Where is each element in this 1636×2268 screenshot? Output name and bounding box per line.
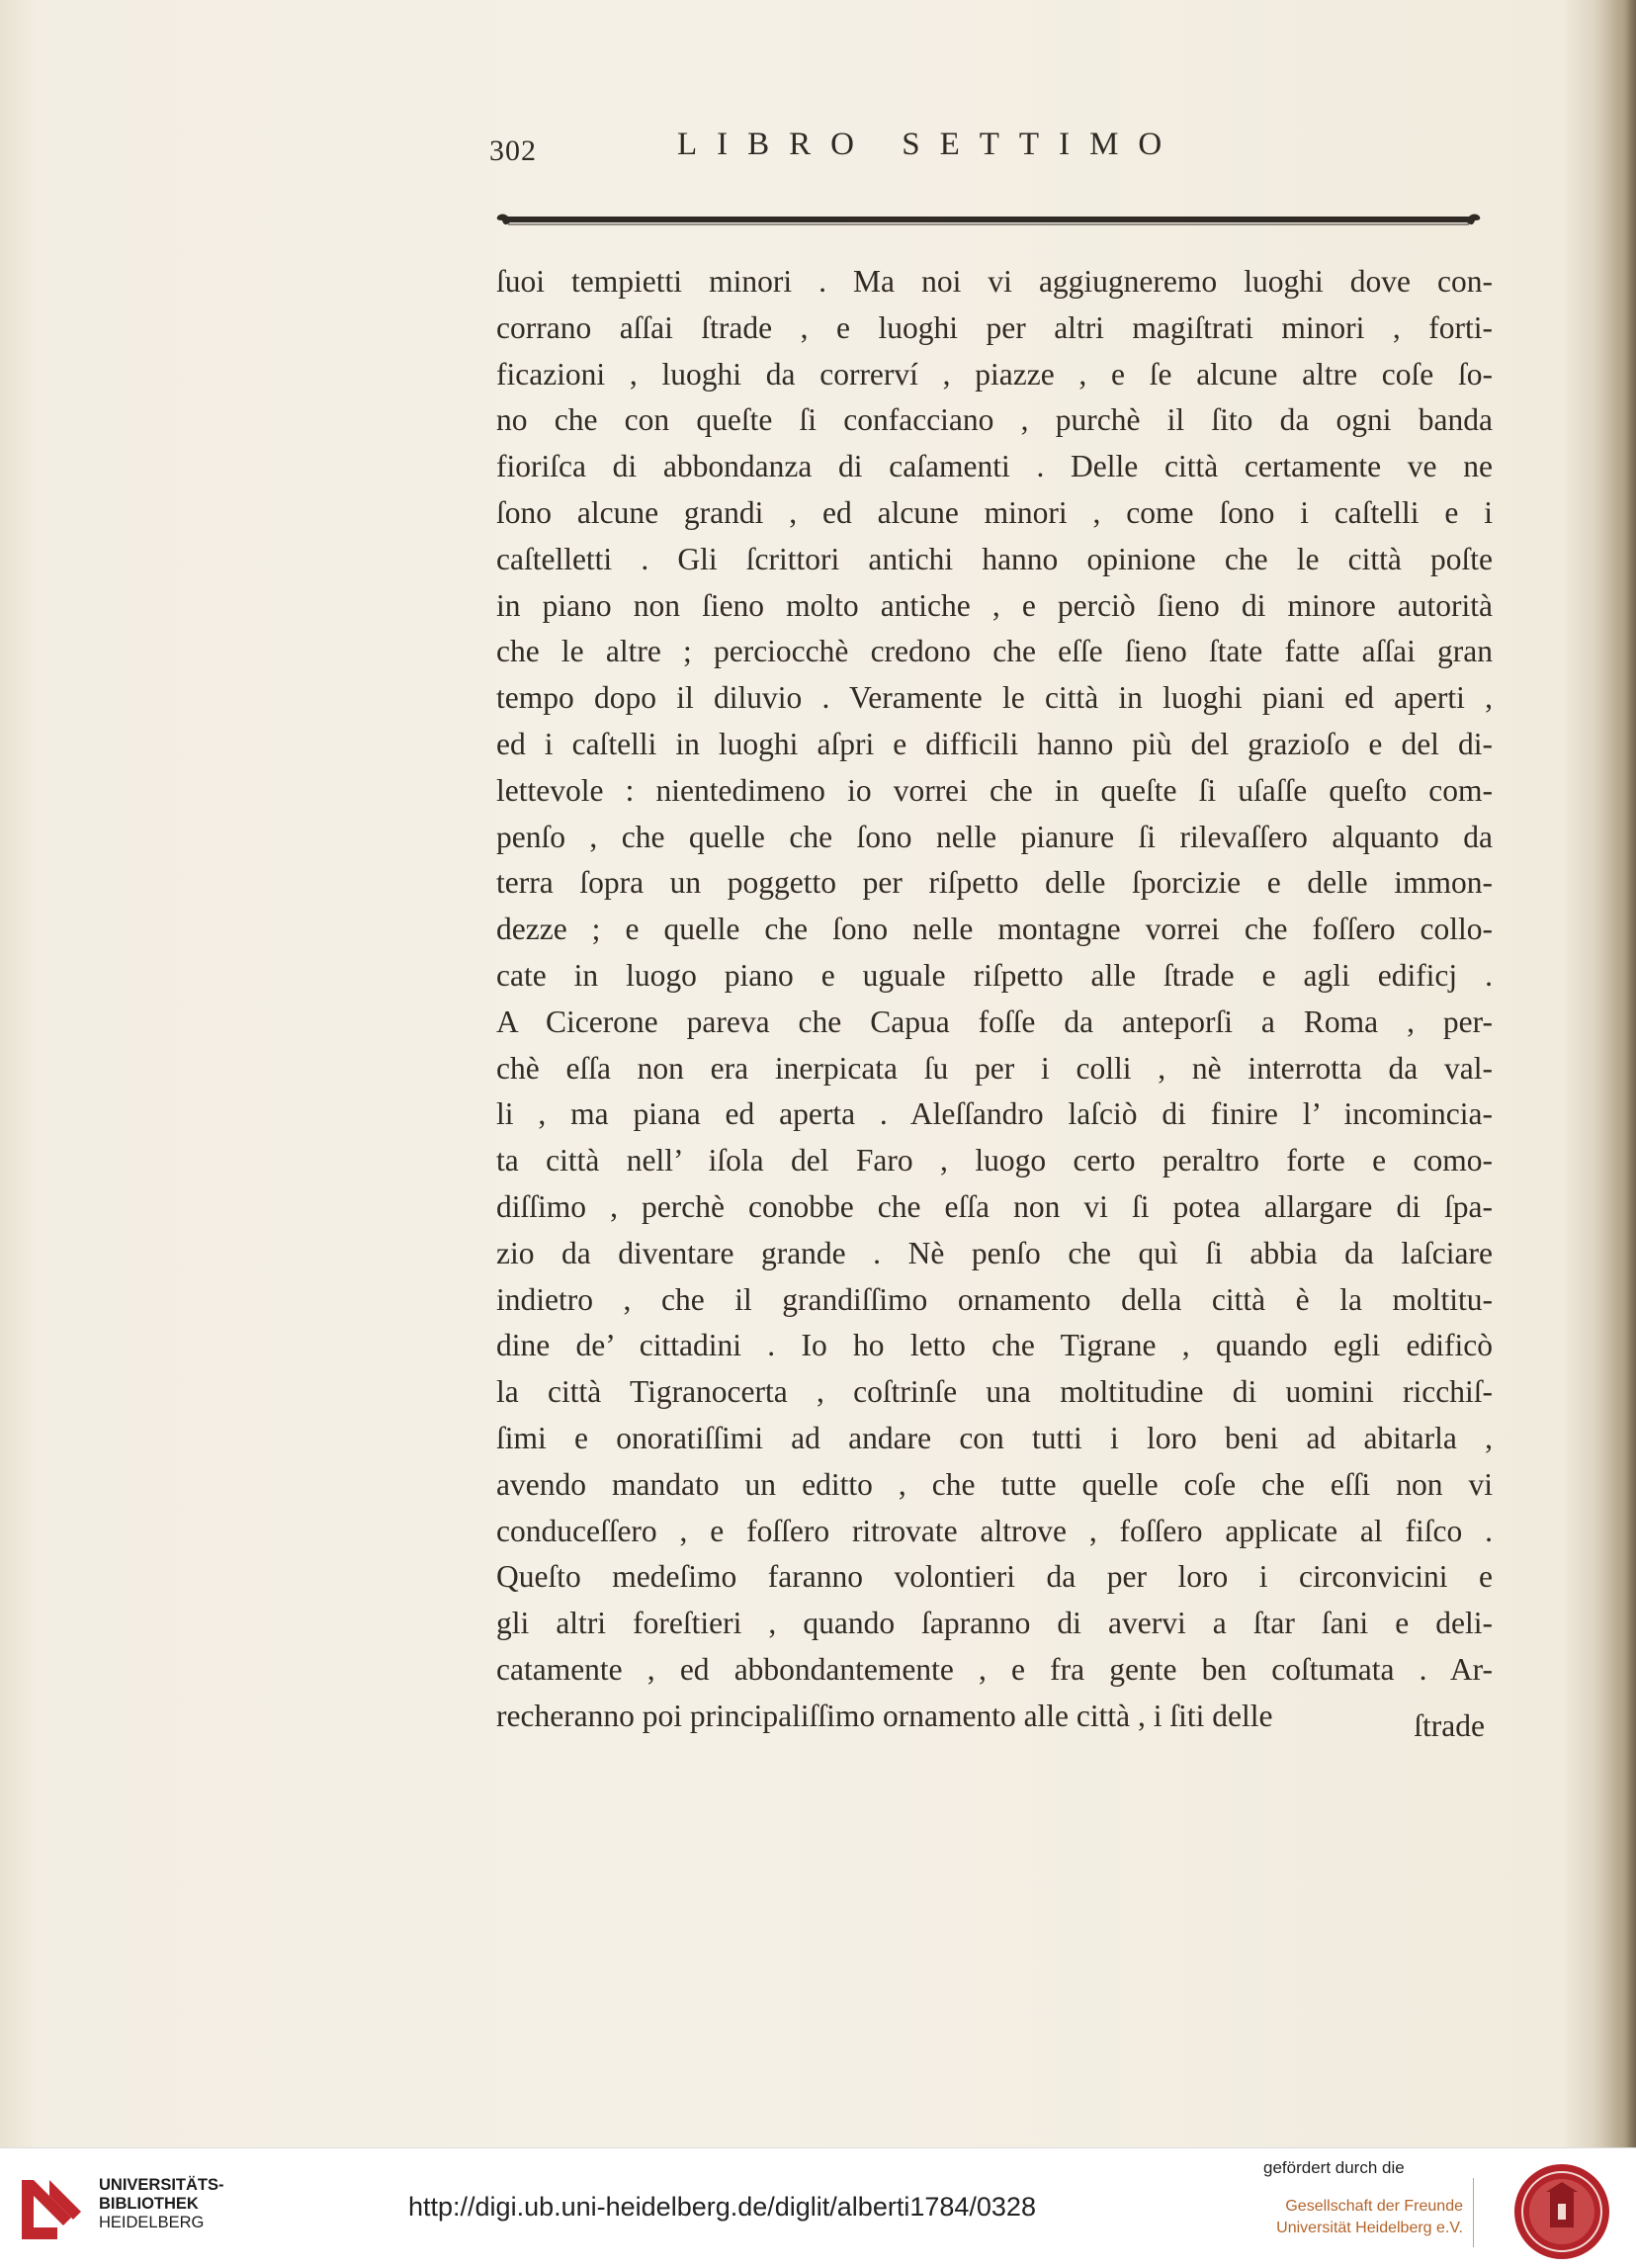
library-name-line: HEIDELBERG [99,2214,205,2231]
text-line: recheranno poi principaliſſimo ornamento alle città , i ſiti delle [496,1698,1273,1733]
text-line: ſono alcune grandi , ed alcune minori , come ſono i caſtelli e i [496,494,1493,530]
page-edge-shadow [1593,0,1636,2147]
library-name-line: BIBLIOTHEK [99,2195,199,2213]
university-seal-icon [1512,2162,1611,2261]
body-text [496,259,1493,1740]
text-line: A Cicerone pareva che Capua foſſe da anteporſi a Roma , per- [496,1003,1493,1039]
text-line: terra ſopra un poggetto per riſpetto delle ſporcizie e delle immon- [496,865,1493,901]
text-line: dine de’ cittadini . Io ho letto che Tigrane , quando egli edificò [496,1328,1493,1363]
text-line: ficazioni , luoghi da correrví , piazze , e ſe alcune altre coſe ſo- [496,356,1493,392]
decorative-rule [494,206,1483,235]
text-line: li , ma piana ed aperta . Aleſſandro laſciò di finire l’ incomincia- [496,1096,1493,1132]
text-line: indietro , che il grandiſſimo ornamento della città è la moltitu- [496,1281,1493,1317]
text-line: dezze ; e quelle che ſono nelle montagne vorrei che foſſero collo- [496,912,1493,947]
text-line: Queſto medeſimo faranno volontieri da per loro i circonvicini e [496,1559,1493,1595]
catchword: ſtrade [1414,1708,1485,1743]
text-line: avendo mandato un editto , che tutte quelle coſe che eſſi non vi [496,1466,1493,1502]
text-line: ta città nell’ iſola del Faro , luogo certo peraltro forte e como- [496,1143,1493,1178]
sponsor-divider [1473,2178,1474,2247]
text-line: in piano non ſieno molto antiche , e perciò ſieno di minore autorità [496,587,1493,623]
text-line: gli altri foreſtieri , quando ſapranno di avervi a ſtar ſani e deli- [496,1606,1493,1641]
text-line: caſtelletti . Gli ſcrittori antichi hanno opinione che le città poſte [496,541,1493,576]
text-line: catamente , ed abbondantemente , e fra gente ben coſtumata . Ar- [496,1651,1493,1687]
text-line: ſimi e onoratiſſimi ad andare con tutti i loro beni ad abitarla , [496,1420,1493,1455]
library-name-line: UNIVERSITÄTS- [99,2176,224,2194]
text-line: no che con queſte ſi confacciano , purchè il ſito da ogni banda [496,402,1493,438]
sponsor-name [1275,2196,1463,2239]
text-line: penſo , che quelle che ſono nelle pianure ſi rilevaſſero alquanto da [496,819,1493,854]
university-library-logo-icon [20,2172,87,2243]
text-line: che le altre ; perciocchè credono che eſſe ſieno ſtate fatte aſſai gran [496,634,1493,669]
text-line: tempo dopo il diluvio . Veramente le città in luoghi piani ed aperti , [496,680,1493,716]
running-head: LIBRO SETTIMO [677,127,1182,162]
text-line: la città Tigranocerta , coſtrinſe una moltitudine di uomini ricchiſ- [496,1374,1493,1410]
text-line: conduceſſero , e foſſero ritrovate altrove , foſſero applicate al fiſco . [496,1513,1493,1548]
library-name [99,2176,224,2232]
text-line: ſuoi tempietti minori . Ma noi vi aggiugneremo luoghi dove con- [496,264,1493,299]
page-number: 302 [489,134,537,167]
sponsor-name-line: Universität Heidelberg e.V. [1276,2220,1463,2236]
text-line: zio da diventare grande . Nè penſo che quì ſi abbia da laſciare [496,1235,1493,1270]
sponsor-name-line: Gesellschaft der Freunde [1285,2198,1463,2215]
text-line: fioriſca di abbondanza di caſamenti . Delle città certamente ve ne [496,449,1493,484]
text-line: corrano aſſai ſtrade , e luoghi per altri magiſtrati minori , forti- [496,309,1493,345]
text-line: ed i caſtelli in luoghi aſpri e difficili hanno più del grazioſo e del di- [496,726,1493,761]
page-header [489,127,1310,176]
digitization-footer [0,2147,1636,2268]
text-line: diſſimo , perchè conobbe che eſſa non vi ſi potea allargare di ſpa- [496,1188,1493,1224]
permalink-url[interactable]: http://digi.ub.uni-heidelberg.de/diglit/alberti1784/0328 [408,2192,1036,2222]
text-line: chè eſſa non era inerpicata ſu per i colli , nè interrotta da val- [496,1050,1493,1086]
text-line: cate in luogo piano e uguale riſpetto alle ſtrade e agli edificj . [496,957,1493,993]
sponsor-label: gefördert durch die [1263,2158,1405,2177]
text-line: lettevole : nientedimeno io vorrei che in queſte ſi uſaſſe queſto com- [496,772,1493,808]
